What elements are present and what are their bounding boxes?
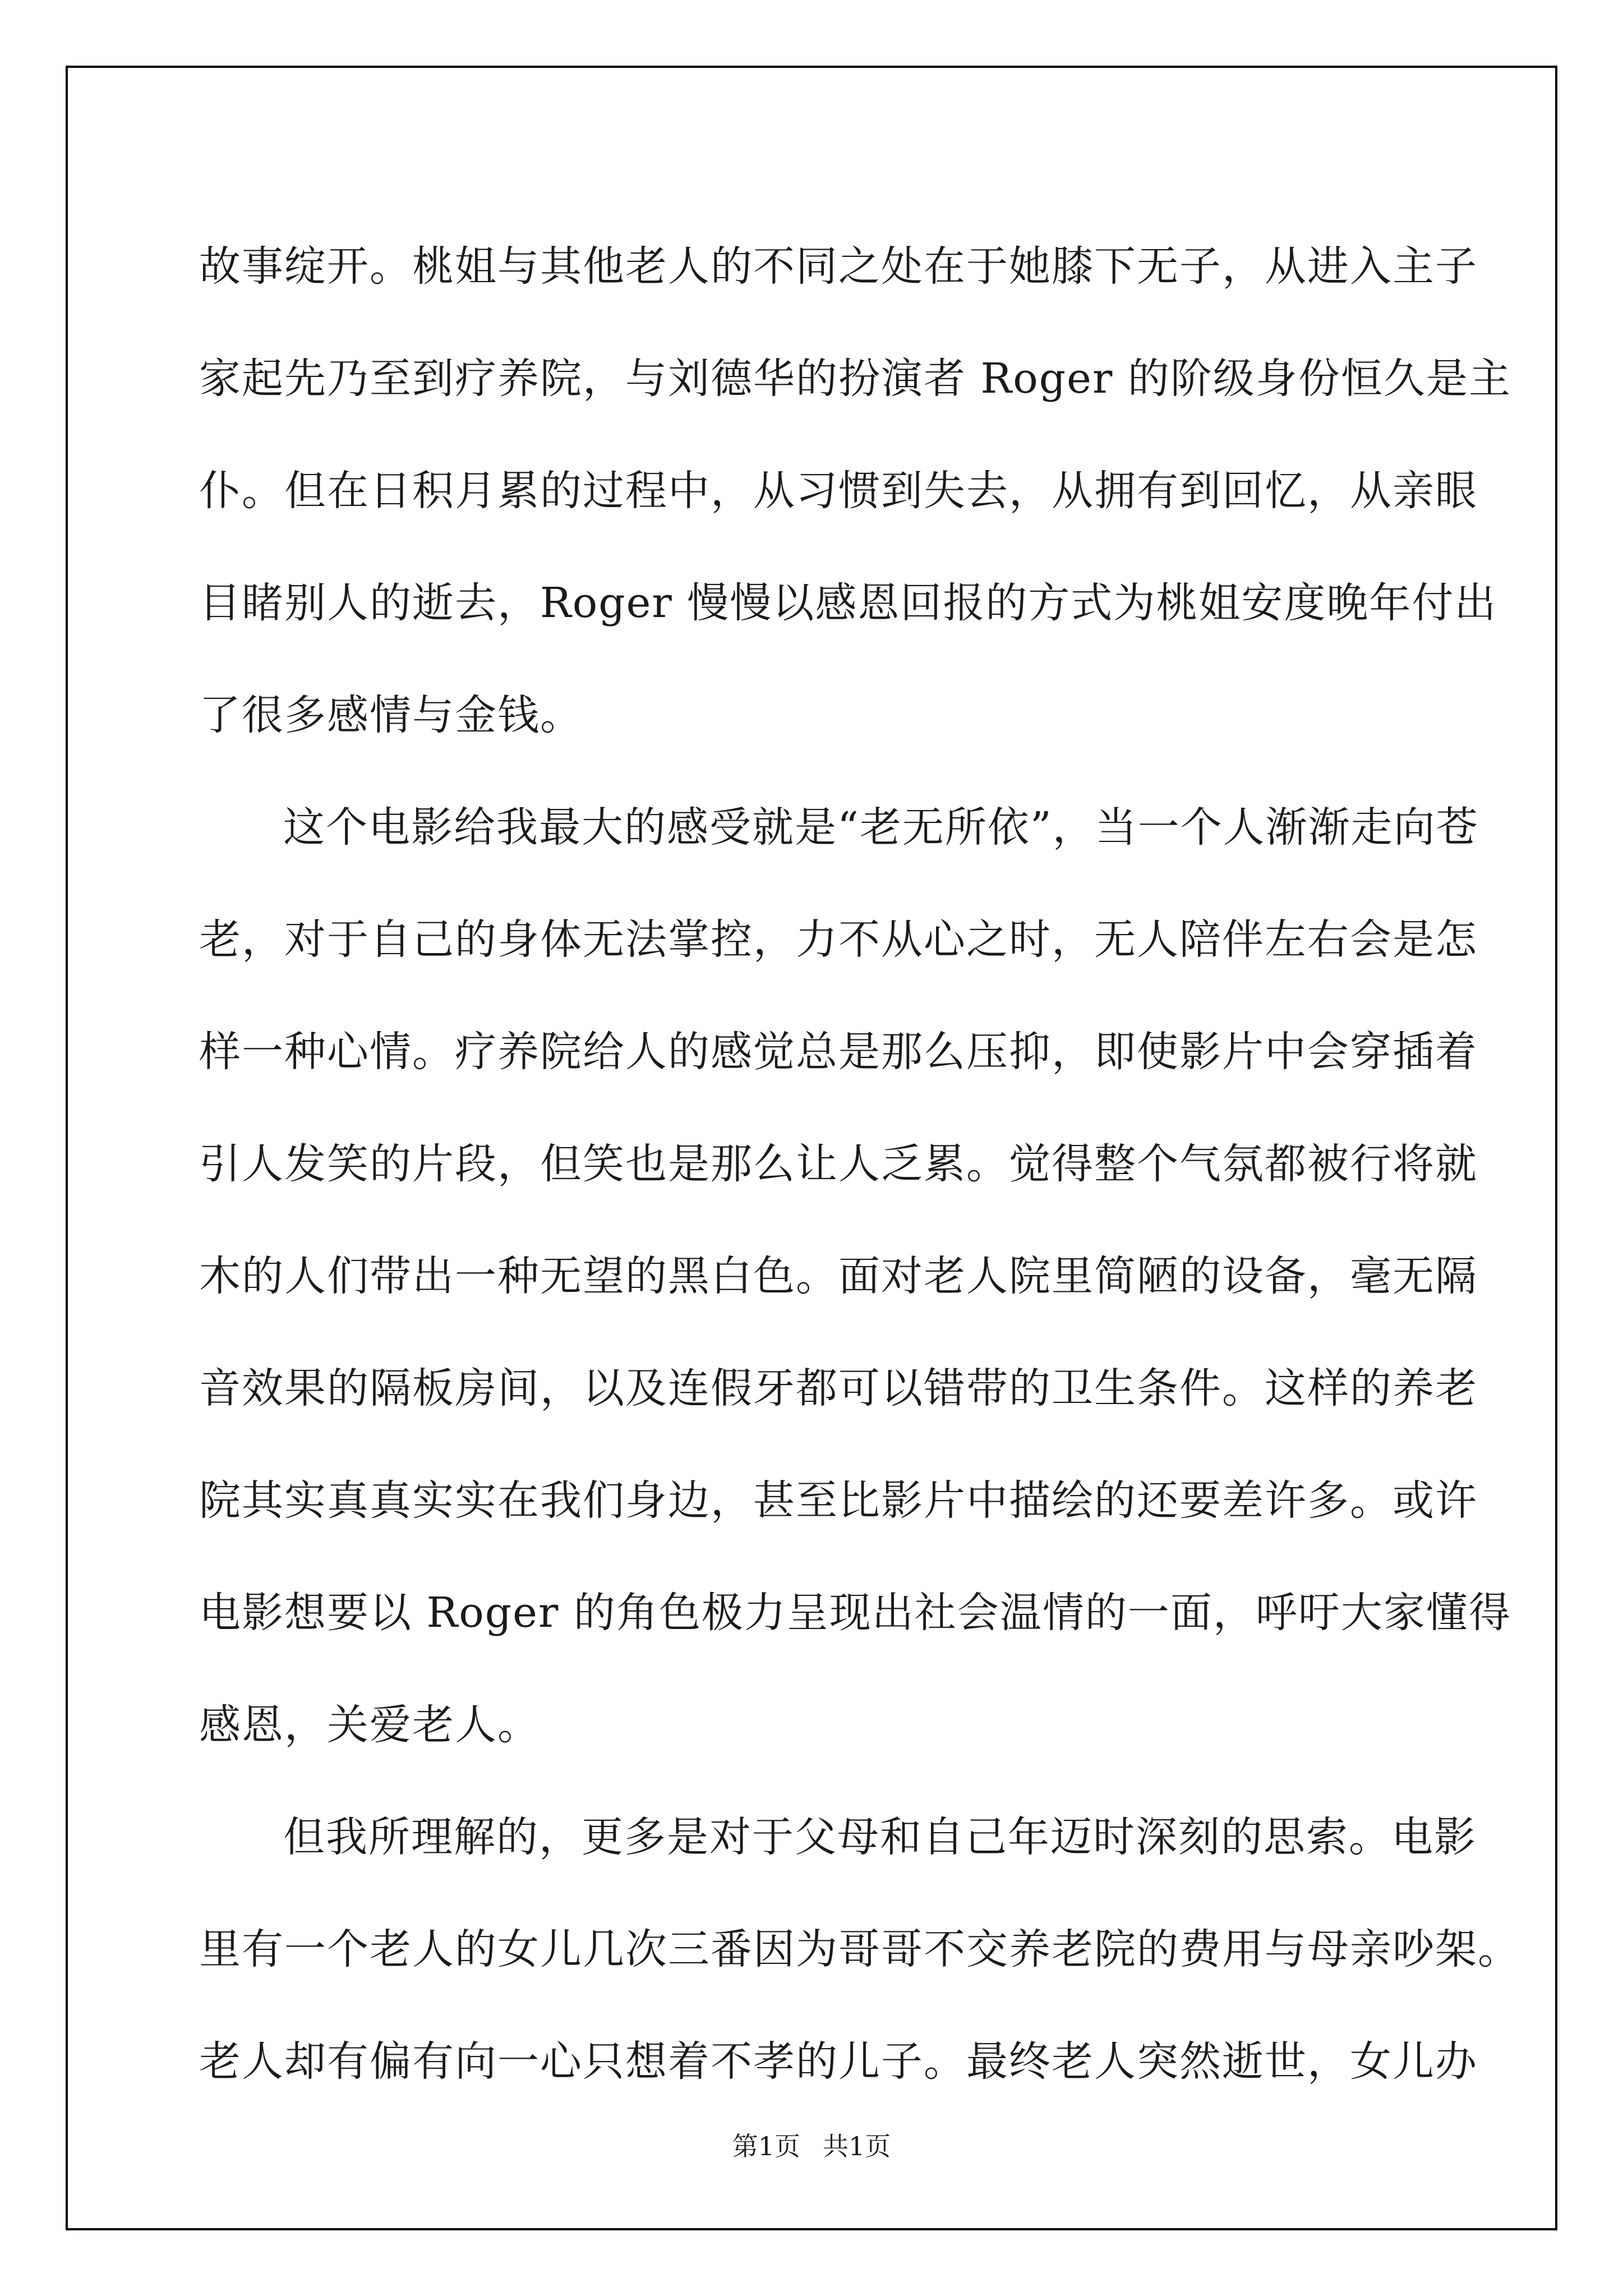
text-line: 电影想要以 Roger 的角色极力呈现出社会温情的一面，呼吁大家懂得 <box>199 1589 1511 1637</box>
text-line: 感恩，关爱老人。 <box>199 1701 540 1749</box>
text-line: 目睹别人的逝去，Roger 慢慢以感恩回报的方式为桃姐安度晚年付出 <box>199 579 1497 627</box>
text-line: 家起先乃至到疗养院，与刘德华的扮演者 Roger 的阶级身份恒久是主 <box>199 355 1511 403</box>
text-line: 引人发笑的片段，但笑也是那么让人乏累。觉得整个气氛都被行将就 <box>199 1140 1478 1188</box>
text-line: 老人却有偏有向一心只想着不孝的儿子。最终老人突然逝世，女儿办 <box>199 2037 1478 2086</box>
text-line: 故事绽开。桃姐与其他老人的不同之处在于她膝下无子，从进入主子 <box>199 242 1478 291</box>
text-line: 木的人们带出一种无望的黑白色。面对老人院里简陋的设备，毫无隔 <box>199 1252 1478 1300</box>
text-line: 样一种心情。疗养院给人的感觉总是那么压抑，即使影片中会穿插着 <box>199 1028 1478 1076</box>
document-body <box>199 210 1520 2118</box>
paragraph-first-line: 但我所理解的，更多是对于父母和自己年迈时深刻的思索。电影 <box>283 1813 1477 1861</box>
text-line: 老，对于自己的身体无法掌控，力不从心之时，无人陪伴左右会是怎 <box>199 915 1478 964</box>
page-total: 共1页 <box>823 2131 891 2161</box>
text-line: 音效果的隔板房间，以及连假牙都可以错带的卫生条件。这样的养老 <box>199 1364 1478 1412</box>
page-number-footer <box>0 2126 1623 2163</box>
page-current: 第1页 <box>732 2131 800 2161</box>
text-line: 了很多感情与金钱。 <box>199 691 583 739</box>
text-line: 里有一个老人的女儿几次三番因为哥哥不交养老院的费用与母亲吵架。 <box>199 1925 1520 1973</box>
text-line: 仆。但在日积月累的过程中，从习惯到失去，从拥有到回忆，从亲眼 <box>199 467 1478 515</box>
paragraph-first-line: 这个电影给我最大的感受就是“老无所依”，当一个人渐渐走向苍 <box>283 803 1479 852</box>
text-line: 院其实真真实实在我们身边，甚至比影片中描绘的还要差许多。或许 <box>199 1476 1478 1525</box>
